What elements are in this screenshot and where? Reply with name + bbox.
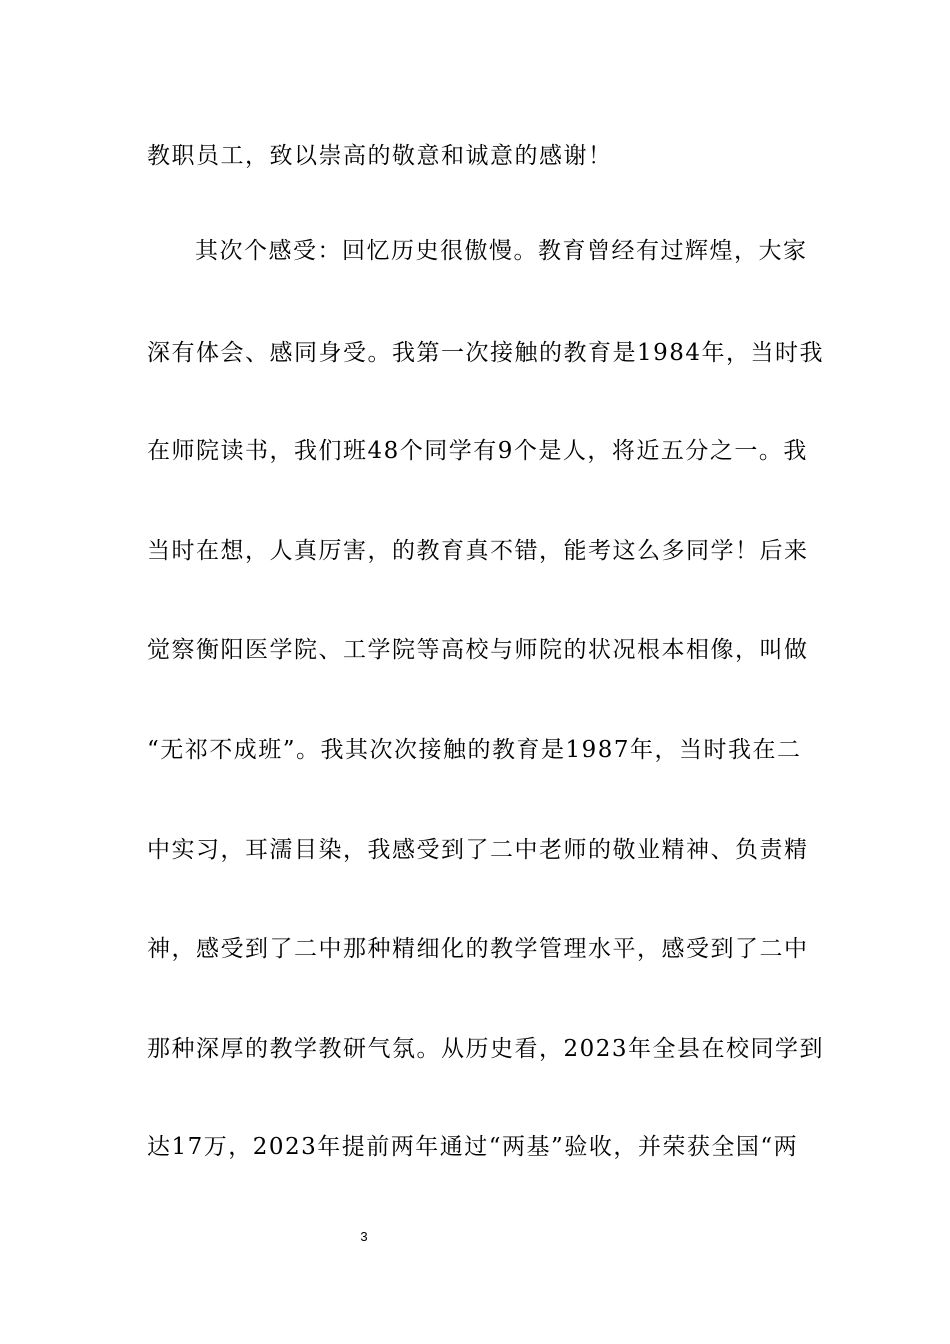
text-line-10: 那种深厚的教学教研气氛。从历史看，2023年全县在校同学到 [147,1036,825,1062]
page-number: 3 [360,1229,368,1244]
text-line-9: 神，感受到了二中那种精细化的教学管理水平，感受到了二中 [147,936,809,962]
text-line-3: 深有体会、感同身受。我第一次接触的教育是1984年，当时我 [147,340,825,366]
text-line-11: 达17万，2023年提前两年通过“两基”验收，并荣获全国“两 [147,1134,799,1160]
text-line-8: 中实习，耳濡目染，我感受到了二中老师的敬业精神、负责精 [147,837,809,863]
text-line-1: 教职员工，致以崇高的敬意和诚意的感谢！ [147,143,613,169]
text-line-2: 其次个感受：回忆历史很傲慢。教育曾经有过辉煌，大家 [195,238,808,264]
text-line-5: 当时在想，人真厉害，的教育真不错，能考这么多同学！后来 [147,538,809,564]
text-line-4: 在师院读书，我们班48个同学有9个是人，将近五分之一。我 [147,438,808,464]
text-line-6: 觉察衡阳医学院、工学院等高校与师院的状况根本相像，叫做 [147,637,809,663]
text-line-7: “无祁不成班”。我其次次接触的教育是1987年，当时我在二 [147,737,802,763]
